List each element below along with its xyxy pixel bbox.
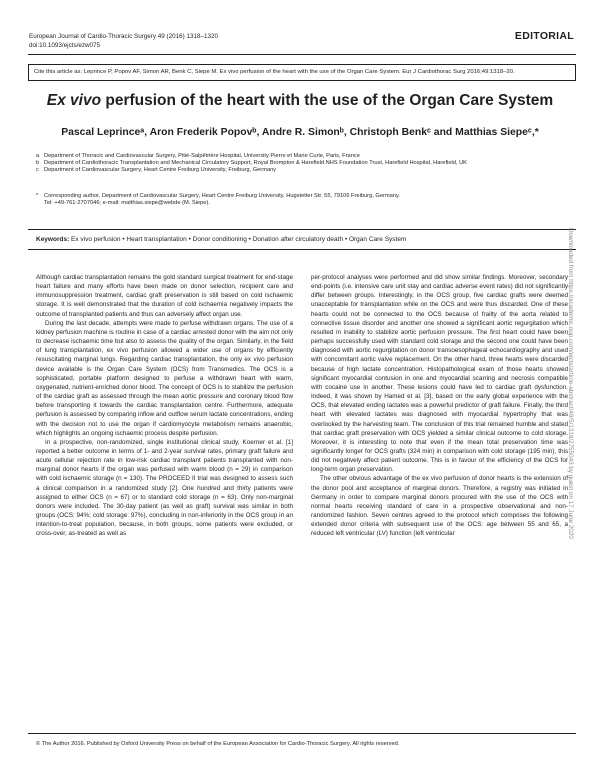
keywords-text: Ex vivo perfusion • Heart transplantation • Donor conditioning • Donation after circulatory death • Organ Care System [69, 236, 407, 243]
journal-citation-line: European Journal of Cardio-Thoracic Surgery 49 (2016) 1318–1320 [29, 33, 219, 40]
keywords [36, 236, 566, 244]
keywords-rule-bottom [28, 249, 576, 250]
keywords-rule-top [28, 229, 576, 230]
affiliation-item [36, 167, 506, 174]
doi-line[interactable]: doi:10.1093/ejcts/ezw075 [29, 41, 101, 49]
affiliation-text: Department of Thoracic and Cardiovascular Surgery, Pitié-Salpêtrière Hospital, University Pierre et Marie Curie, Paris, France [44, 153, 360, 159]
spacer [36, 200, 44, 207]
title-italic: Ex vivo [46, 92, 102, 109]
body-column-right [311, 273, 568, 539]
article-title [0, 92, 600, 110]
affiliation-symbol: a [36, 153, 40, 159]
affiliations [36, 153, 506, 174]
affiliation-item [36, 153, 506, 160]
paragraph: per-protocol analyses were performed and did show similar findings. Moreover, secondary end-points (i.e. intensive care unit stay and cardiac adverse event rates) did not significantly differ between groups. Interestingly, in the OCS group, five cardiac grafts were deemed unacceptable for transplantation while on the OCS and were thus discarded. One of these hearts could not be connected to the OCS because of frailty of the aorta related to connective tissue disorder and another one showed a significant aortic regurgitation which resulted in inability to stabilize aortic perfusion pressure. The first heart could have been perhaps successfully used with standard cold storage and the second one could have been diagnosed with aortic regurgitation on donor transoesophageal echocardiography and used with concomitant aortic valve replacement. On the other hand, three hearts were discarded because of high lactate concentration. Histopathological exam of those hearts showed significant myocardial contusion in one and myocardial scarring and necrosis compatible with cocaine use in another. These lesions could have led to cardiac graft dysfunction. Indeed, it was shown by Hamed et al. [3], based on the early global experience with the OCS, that elevated ending lactates was a powerful predictor of graft failure. Finally, the third heart with elevated lactates was diagnosed with myocardial hypertrophy that was overlooked by the harvesting team. The conclusion of this trial remained humble and stated that cardiac graft preservation with OCS yielded a similar clinical outcome to cold storage. Moreover, it is interesting to note that even if the mean total preservation time was significantly longer for OCS grafts (324 min) in comparison with cold storage (195 min), this did not negatively affect patient outcome. This is in favour of the efficiency of the OCS for long-term organ preservation. [311, 274, 568, 474]
affiliation-symbol: b [36, 160, 40, 167]
header-rule [28, 54, 576, 55]
affiliation-item [36, 160, 506, 167]
title-rest: perfusion of the heart with the use of the Organ Care System [101, 92, 554, 109]
affiliation-symbol: c [36, 167, 39, 174]
journal-info [29, 33, 218, 50]
body-column-left [36, 273, 293, 539]
keywords-label: Keywords: [36, 236, 70, 243]
correspondence-contact[interactable]: Tel: +49-761-2707046; e-mail: matthias.siepe@webde (M. Siepe). [44, 200, 210, 207]
citation-box [28, 64, 576, 81]
download-side-note [568, 228, 580, 693]
paragraph: During the last decade, attempts were made to perfuse withdrawn organs. The use of a kidney perfusion machine is routine in case of a cardiac arrested donor with the aim not only to decrease ischaemic time but also to assess the quality of the organ. Similarly, in the field of lung transplantation, ex vivo perfusion allowed a wider use of organs by efficiently resuscitating marginal lungs. Regarding cardiac transplantation, the only ex vivo perfusion device available is the Organ Care System (OCS) from Transmedics. The OCS is a sophisticated, portable platform designed to perfuse a withdrawn heart with warm, oxygenated, nutrient-enriched donor blood. The concept of OCS is to stabilize the perfusion of the cardiac graft as assessed through the mean aortic pressure and coronary blood flow before transporting it towards the cardiac transplantation centre. Furthermore, adequate perfusion is assessed by comparing inflow and outflow serum lactate concentrations, ending with the decision not to use the organ if cardiomyocyte metabolism remains anaerobic, which highlights an ongoing ischaemic process despite perfusion. [36, 319, 293, 437]
affiliation-text: Department of Cardiovascular Surgery, Heart Centre Freiburg University, Freiburg, Germany [44, 167, 277, 174]
correspondence-line [36, 193, 506, 200]
footer-rule [28, 733, 576, 734]
paragraph: Although cardiac transplantation remains the gold standard surgical treatment for end-stage heart failure and many efforts have been made on donor selection, recipient care and immunosuppression treatment, cardiac graft preservation is still based on cold ischaemic storage. It is well demonstrated that the duration of cold ischaemia negatively impacts the outcome of transplanted patients and thus can adversely affect organ use. [36, 274, 293, 318]
section-label: EDITORIAL [514, 30, 574, 42]
author-list: Pascal Leprinceᵃ, Aron Frederik Popovᵇ, Andre R. Simonᵇ, Christoph Benkᶜ and Matthias Siepeᶜ,* [61, 127, 539, 138]
correspondence-line [36, 200, 506, 207]
correspondence-symbol: * [36, 193, 39, 199]
correspondence [36, 193, 506, 207]
paragraph: The other obvious advantage of the ex vivo perfusion of donor hearts is the extension of the donor pool and acceptance of marginal donors. Therefore, a registry was initiated in Germany in order to compare marginal donors procured with the use of the OCS with normal hearts receiving standard of care in a prospective observational and non-randomized fashion. Seven centres agreed to the protocol which comprises the following extended donor criteria with subsequent use of the OCS: age between 55 and 65, a reduced left ventricular (LV) function (left ventricular [311, 475, 568, 538]
correspondence-address: Corresponding author. Department of Cardiovascular Surgery, Heart Centre Freiburg University, Hugstetter Str. 55, 79106 Freiburg, Germany. [44, 193, 400, 199]
paragraph: In a prospective, non-randomized, single institutional clinical study, Koerner et al. [1] reported a better outcome in terms of 1- and 2-year survival rates, primary graft failure and acute cellular rejection rate in low-risk cardiac transplant patients transplanted with non-marginal donor hearts if the organ was perfused with warm blood (n = 29) in comparison with cold ischaemic storage (n = 130). The PROCEED II trial was designed to assess such a clinical comparison in a randomized study [2]. One hundred and thirty patients were assigned to either OCS (n = 67) or to standard cold storage (n = 63). Only non-marginal donors were included. The 30-day patient (as well as graft) survival was similar in both groups (OCS: 94%; cold storage: 97%), concluding in non-inferiority in the OCS group in an intention-to-treat population, because, in both groups, some patients were excluded, or cross-over, as-treated as well as [36, 438, 293, 538]
affiliation-text: Department of Cardiothoracic Transplantation and Mechanical Circulatory Support, Royal Brompton & Harefield NHS Foundation Trust, Harefield Hospital, Harefield, UK [44, 160, 467, 167]
citation-text: Cite this article as: Leprince P, Popov AF, Simon AR, Benk C, Siepe M. Ex vivo perfusion of the heart with the use of the Organ Care System. Eur J Cardiothorac Surg 2016;49:1318–20. [34, 69, 515, 75]
download-text[interactable]: Downloaded from https://academic.oup.com/ejcts/article-abstract/49/5/1318/2755043 by guest on 17 June 2020 [567, 228, 574, 539]
copyright-footer: © The Author 2016. Published by Oxford University Press on behalf of the European Association for Cardio-Thoracic Surgery. All rights reserved. [36, 741, 400, 747]
